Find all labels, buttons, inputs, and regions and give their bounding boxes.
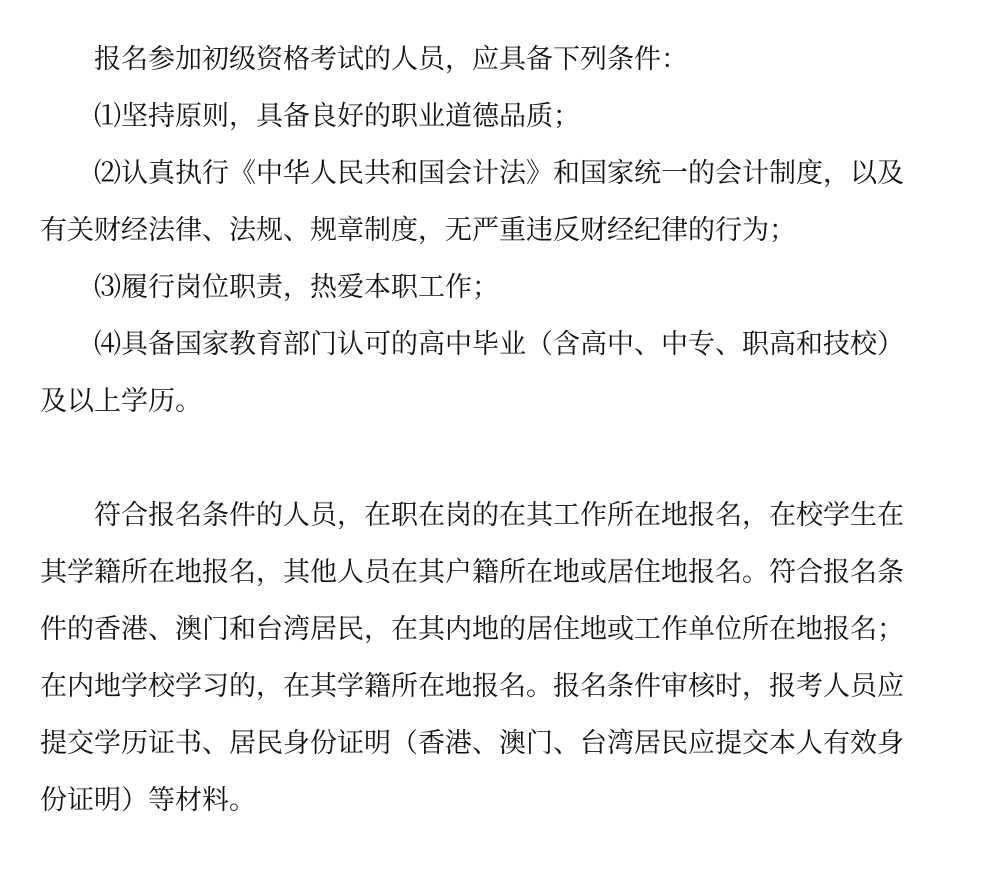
condition-4-line-2: 及以上学历。 — [40, 386, 202, 417]
registration-paragraph-line-1: 符合报名条件的人员，在职在岗的在其工作所在地报名，在校学生在 — [94, 500, 904, 531]
condition-1: ⑴坚持原则，具备良好的职业道德品质； — [94, 101, 580, 132]
paragraph-intro: 报名参加初级资格考试的人员，应具备下列条件： — [94, 44, 688, 75]
registration-paragraph-line-6: 份证明）等材料。 — [40, 785, 256, 816]
registration-paragraph-line-5: 提交学历证书、居民身份证明（香港、澳门、台湾居民应提交本人有效身 — [40, 728, 904, 759]
registration-paragraph-line-3: 件的香港、澳门和台湾居民，在其内地的居住地或工作单位所在地报名； — [40, 614, 904, 645]
condition-2-line-2: 有关财经法律、法规、规章制度，无严重违反财经纪律的行为； — [40, 215, 796, 246]
condition-4-line-1: ⑷具备国家教育部门认可的高中毕业（含高中、中专、职高和技校） — [94, 329, 904, 360]
condition-2-line-1: ⑵认真执行《中华人民共和国会计法》和国家统一的会计制度，以及 — [94, 158, 904, 189]
registration-paragraph-line-2: 其学籍所在地报名，其他人员在其户籍所在地或居住地报名。符合报名条 — [40, 557, 904, 588]
condition-3: ⑶履行岗位职责，热爱本职工作； — [94, 272, 499, 303]
registration-paragraph-line-4: 在内地学校学习的，在其学籍所在地报名。报名条件审核时，报考人员应 — [40, 671, 904, 702]
